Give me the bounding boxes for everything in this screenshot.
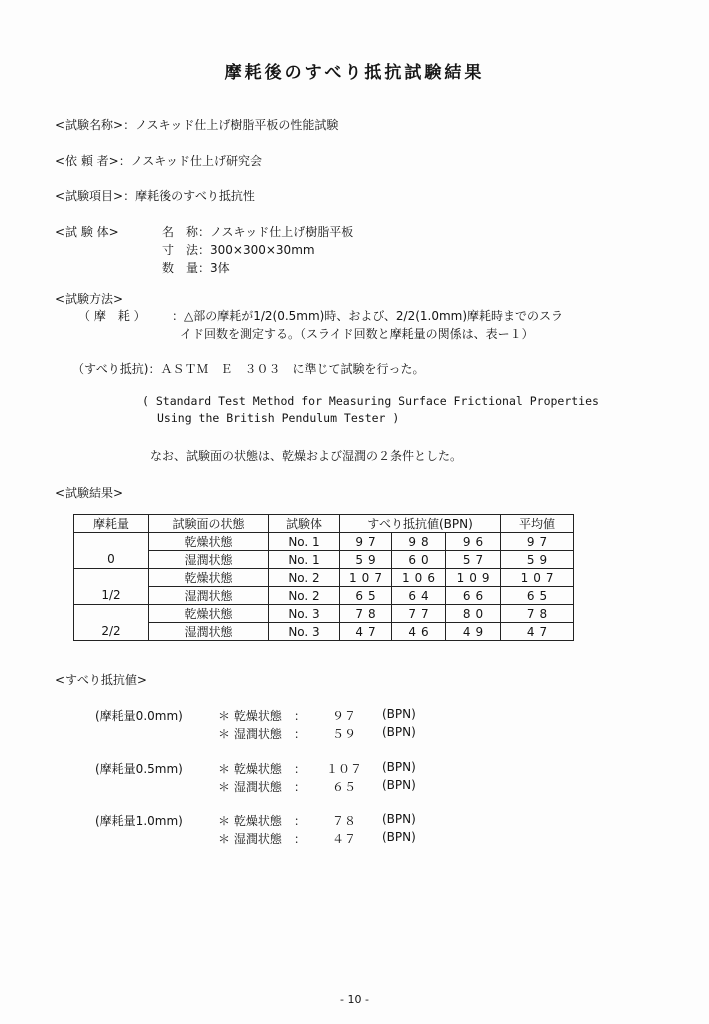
- summary-dry-label: ＊ 乾燥状態 ：: [218, 814, 306, 828]
- value-cell: 65: [340, 587, 392, 605]
- results-heading: <試験結果>: [55, 486, 124, 500]
- summary-unit: (BPN): [382, 725, 416, 739]
- value-cell: 46: [392, 623, 446, 641]
- summary-unit: (BPN): [382, 760, 416, 774]
- value-cell: 60: [392, 551, 446, 569]
- condition-cell: 乾燥状態: [149, 569, 269, 587]
- page-number: - 10 -: [340, 993, 369, 1006]
- value-cell: 97: [340, 533, 392, 551]
- value-cell: 49: [446, 623, 501, 641]
- value-cell: 78: [340, 605, 392, 623]
- summary-wet-value: ５９: [331, 727, 356, 741]
- summary-heading: <すべり抵抗値>: [55, 673, 147, 687]
- method-heading: <試験方法>: [55, 292, 124, 306]
- test-name: <試験名称>：ノスキッド仕上げ樹脂平板の性能試験: [55, 118, 339, 132]
- specimen-label: <試 験 体>: [55, 225, 119, 239]
- value-cell: 47: [340, 623, 392, 641]
- value-cell: 80: [446, 605, 501, 623]
- specimen-name: 名 称：ノスキッド仕上げ樹脂平板: [162, 225, 354, 239]
- summary-wear-label: (摩耗量0.0mm): [95, 709, 183, 723]
- results-table: [73, 514, 574, 641]
- wear-method-line2: イド回数を測定する。（スライド回数と摩耗量の関係は、表ー１）: [180, 327, 534, 341]
- summary-dry-label: ＊ 乾燥状態 ：: [218, 762, 306, 776]
- header-values: すべり抵抗値(BPN): [340, 515, 501, 533]
- summary-wet-label: ＊ 湿潤状態 ：: [218, 832, 306, 846]
- condition-cell: 乾燥状態: [149, 533, 269, 551]
- wear-method-line1: ：△部の摩耗が1/2(0.5mm)時、および、2/2(1.0mm)摩耗時までのスラ: [172, 309, 564, 323]
- summary-wet-label: ＊ 湿潤状態 ：: [218, 727, 306, 741]
- table-row: [74, 551, 574, 569]
- value-cell: 109: [446, 569, 501, 587]
- summary-dry-value: ７８: [331, 814, 356, 828]
- condition-cell: 湿潤状態: [149, 551, 269, 569]
- wear-cell: [74, 569, 149, 587]
- average-cell: 107: [501, 569, 574, 587]
- summary-wear-label: (摩耗量1.0mm): [95, 814, 183, 828]
- summary-wet-label: ＊ 湿潤状態 ：: [218, 780, 306, 794]
- condition-cell: 乾燥状態: [149, 605, 269, 623]
- average-cell: 59: [501, 551, 574, 569]
- summary-unit: (BPN): [382, 707, 416, 721]
- wear-cell: [74, 533, 149, 551]
- value-cell: 107: [340, 569, 392, 587]
- table-row: [74, 587, 574, 605]
- test-item: <試験項目>：摩耗後のすべり抵抗性: [55, 189, 255, 203]
- specimen-cell: No. 1: [269, 533, 340, 551]
- specimen-cell: No. 2: [269, 587, 340, 605]
- standard-line1: ( Standard Test Method for Measuring Surface Frictional Properties: [142, 394, 599, 408]
- value-cell: 77: [392, 605, 446, 623]
- standard-line2: Using the British Pendulum Tester ): [157, 411, 400, 425]
- specimen-cell: No. 3: [269, 623, 340, 641]
- slip-method-line: （すべり抵抗)：ＡＳＴＭ Ｅ ３０３ に準じて試験を行った。: [72, 362, 425, 376]
- specimen-cell: No. 2: [269, 569, 340, 587]
- header-wear: 摩耗量: [74, 515, 149, 533]
- specimen-size: 寸 法：300×300×30mm: [162, 243, 315, 257]
- value-cell: 96: [446, 533, 501, 551]
- summary-dry-label: ＊ 乾燥状態 ：: [218, 709, 306, 723]
- summary-dry-value: ９７: [331, 709, 356, 723]
- average-cell: 47: [501, 623, 574, 641]
- summary-dry-value: １０７: [325, 762, 362, 776]
- table-row: [74, 533, 574, 551]
- page-title: 摩耗後のすべり抵抗試験結果: [224, 63, 485, 83]
- value-cell: 57: [446, 551, 501, 569]
- condition-note: なお、試験面の状態は、乾燥および湿潤の２条件とした。: [150, 449, 463, 463]
- table-header-row: [74, 515, 574, 533]
- summary-unit: (BPN): [382, 812, 416, 826]
- specimen-cell: No. 3: [269, 605, 340, 623]
- table-row: [74, 569, 574, 587]
- summary-wear-label: (摩耗量0.5mm): [95, 762, 183, 776]
- header-average: 平均値: [501, 515, 574, 533]
- average-cell: 78: [501, 605, 574, 623]
- table-row: [74, 605, 574, 623]
- summary-wet-value: ６５: [331, 780, 356, 794]
- summary-unit: (BPN): [382, 778, 416, 792]
- specimen-cell: No. 1: [269, 551, 340, 569]
- wear-cell: [74, 605, 149, 623]
- summary-wet-value: ４７: [331, 832, 356, 846]
- value-cell: 66: [446, 587, 501, 605]
- wear-cell: 0: [74, 551, 149, 569]
- header-condition: 試験面の状態: [149, 515, 269, 533]
- table-row: [74, 623, 574, 641]
- header-specimen: 試験体: [269, 515, 340, 533]
- wear-method-label: （ 摩 耗 ）: [78, 309, 146, 323]
- client: <依 頼 者>：ノスキッド仕上げ研究会: [55, 154, 263, 168]
- value-cell: 64: [392, 587, 446, 605]
- value-cell: 59: [340, 551, 392, 569]
- value-cell: 98: [392, 533, 446, 551]
- wear-cell: 2/2: [74, 623, 149, 641]
- specimen-qty: 数 量：3体: [162, 261, 230, 275]
- condition-cell: 湿潤状態: [149, 587, 269, 605]
- summary-unit: (BPN): [382, 830, 416, 844]
- average-cell: 65: [501, 587, 574, 605]
- average-cell: 97: [501, 533, 574, 551]
- value-cell: 106: [392, 569, 446, 587]
- condition-cell: 湿潤状態: [149, 623, 269, 641]
- wear-cell: 1/2: [74, 587, 149, 605]
